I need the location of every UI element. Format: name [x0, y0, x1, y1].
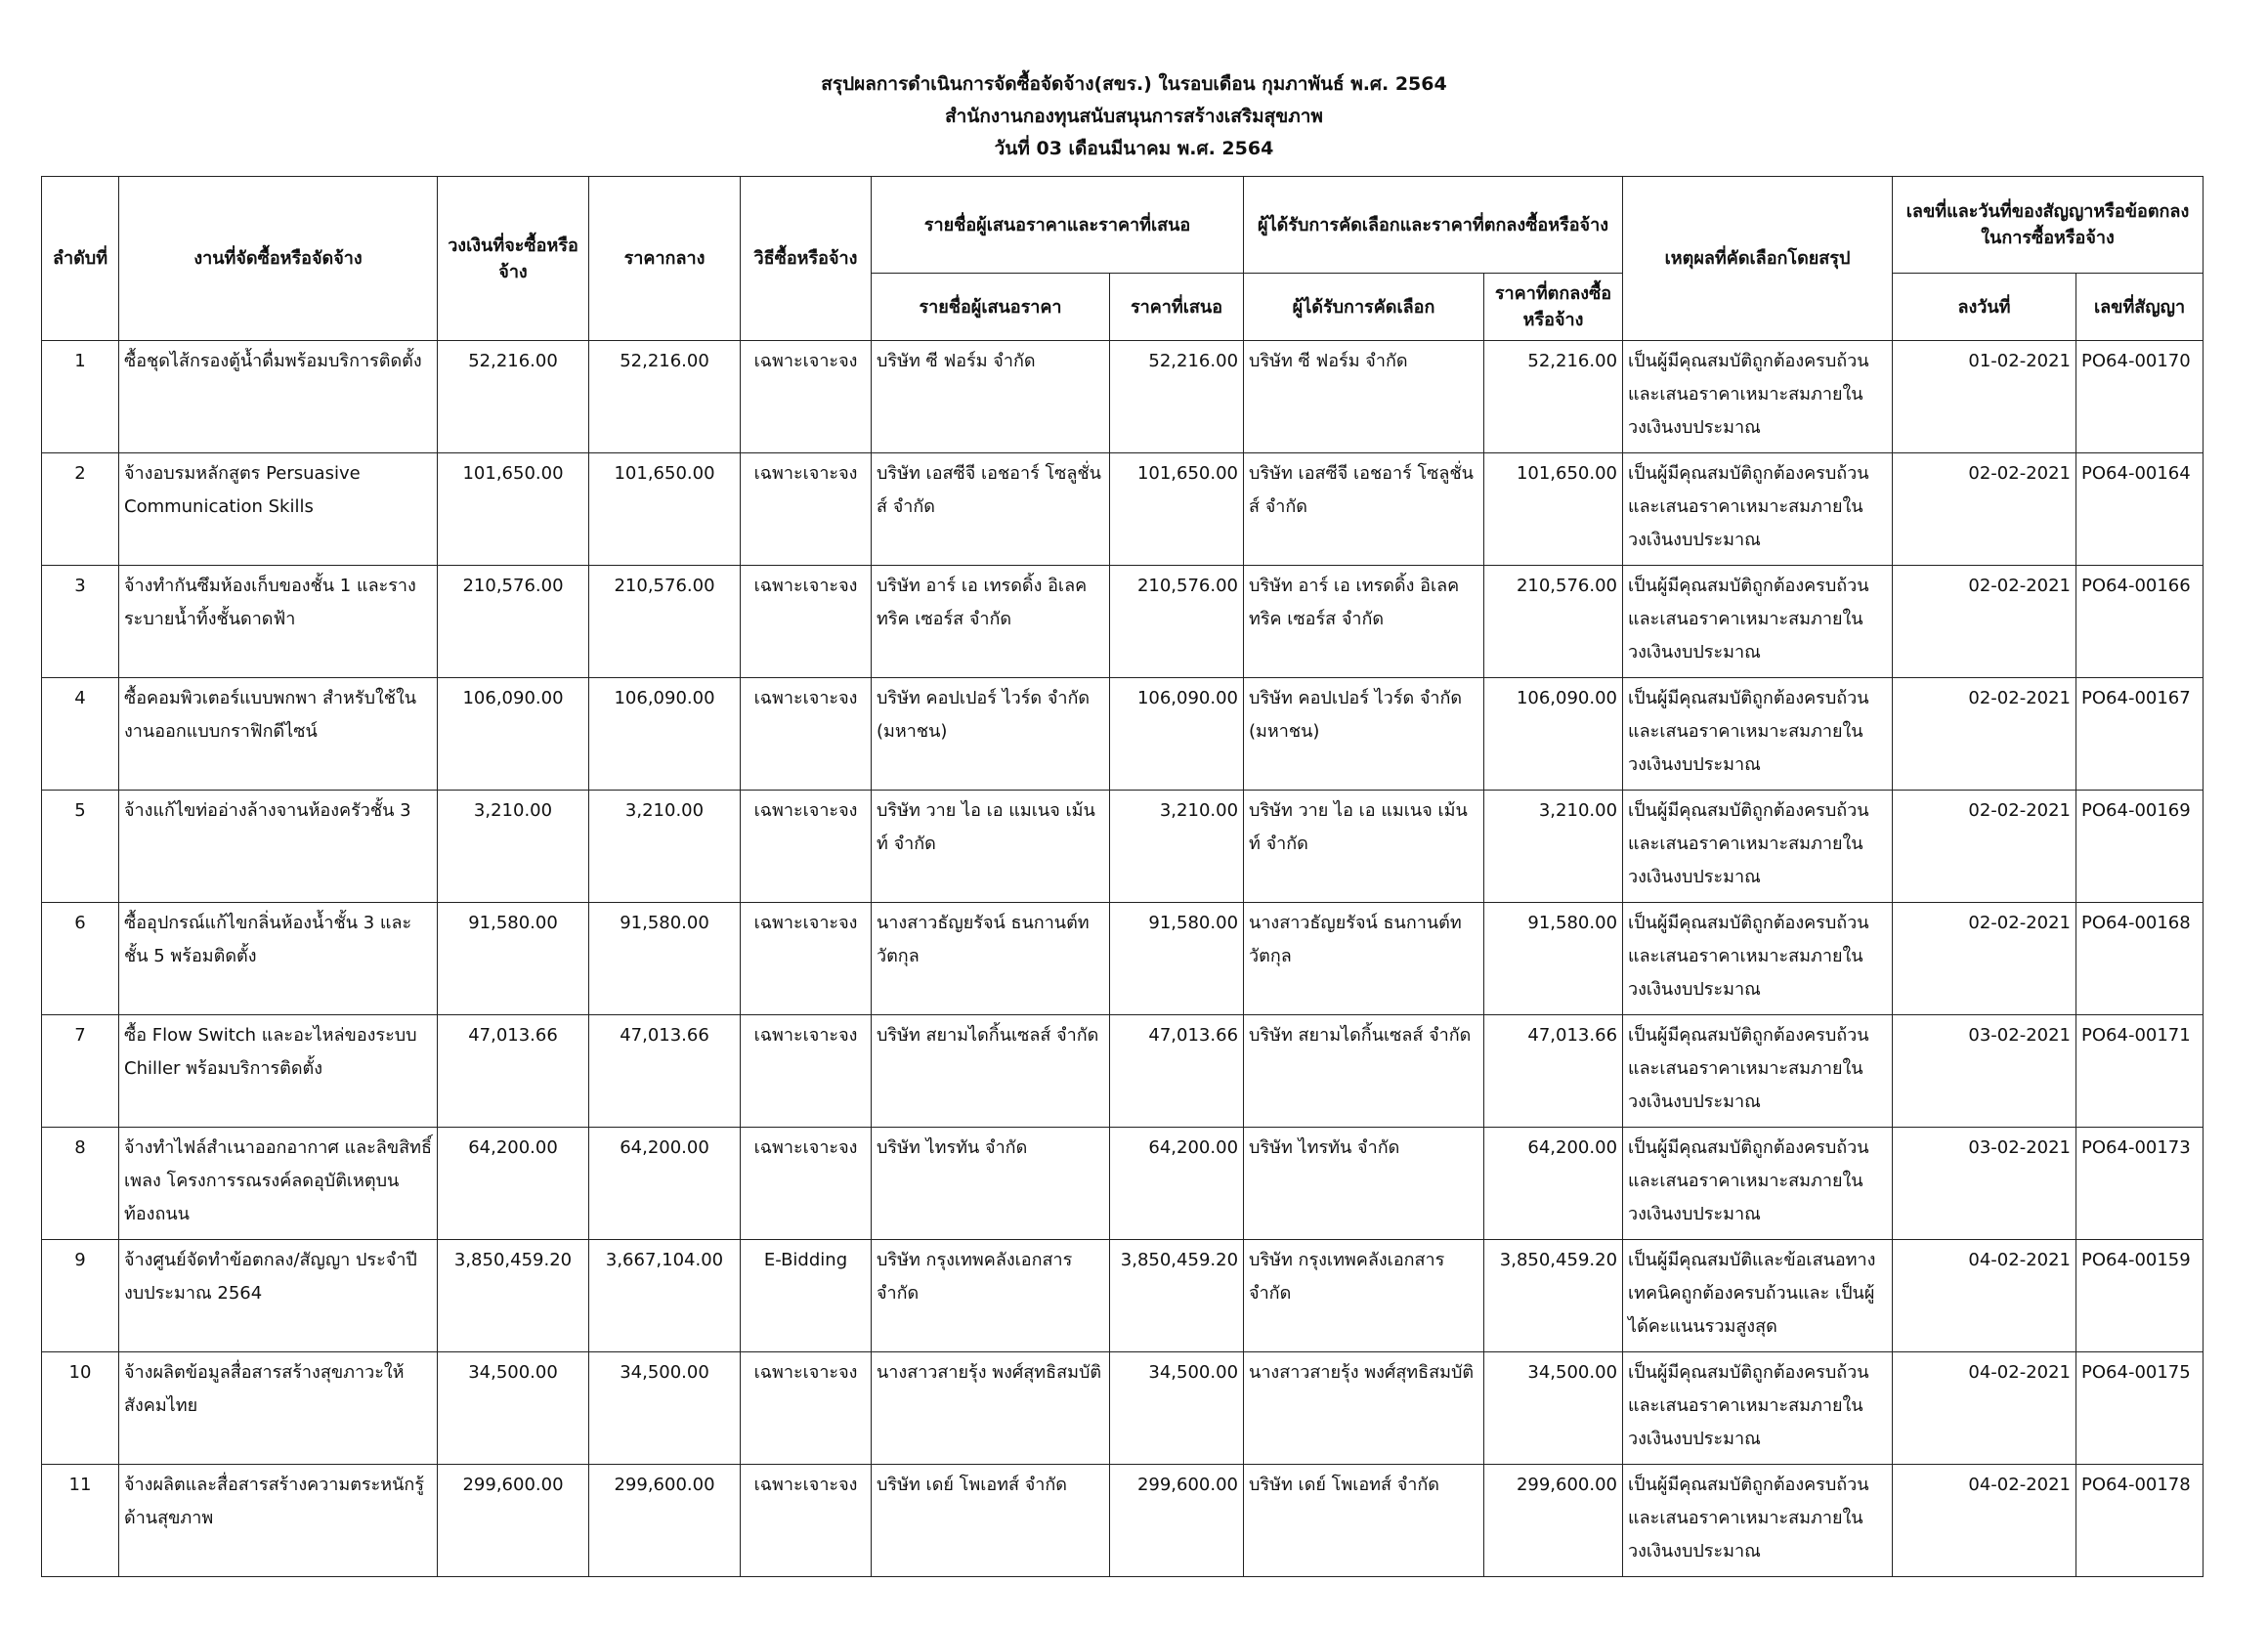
cell-reason: เป็นผู้มีคุณสมบัติถูกต้องครบถ้วน และเสนอราคาเหมาะสมภายใน วงเงินงบประมาณ: [1623, 566, 1893, 678]
cell-agreed-price: 210,576.00: [1484, 566, 1623, 678]
cell-agreed-price: 101,650.00: [1484, 453, 1623, 566]
cell-bid-price: 210,576.00: [1110, 566, 1244, 678]
cell-contract-date: 03-02-2021: [1893, 1015, 2076, 1128]
cell-contract-date: 03-02-2021: [1893, 1128, 2076, 1240]
cell-reason: เป็นผู้มีคุณสมบัติถูกต้องครบถ้วน และเสนอราคาเหมาะสมภายใน วงเงินงบประมาณ: [1623, 1465, 1893, 1577]
cell-median-price: 34,500.00: [589, 1352, 741, 1465]
cell-agreed-price: 52,216.00: [1484, 341, 1623, 453]
cell-median-price: 210,576.00: [589, 566, 741, 678]
document-date: วันที่ 03 เดือนมีนาคม พ.ศ. 2564: [994, 138, 1274, 159]
cell-method: E-Bidding: [741, 1240, 872, 1352]
cell-seq: 8: [42, 1128, 119, 1240]
cell-bid-price: 101,650.00: [1110, 453, 1244, 566]
cell-agreed-price: 91,580.00: [1484, 903, 1623, 1015]
cell-agreed-price: 106,090.00: [1484, 678, 1623, 791]
cell-bid-price: 34,500.00: [1110, 1352, 1244, 1465]
cell-median-price: 91,580.00: [589, 903, 741, 1015]
cell-contract-no: PO64-00169: [2076, 791, 2204, 903]
cell-median-price: 101,650.00: [589, 453, 741, 566]
table-row: [42, 453, 2204, 566]
header-budget: วงเงินที่จะซื้อหรือจ้าง: [438, 177, 589, 341]
cell-budget: 101,650.00: [438, 453, 589, 566]
cell-winner-name: บริษัท กรุงเทพคลังเอกสาร จำกัด: [1244, 1240, 1484, 1352]
table-row: [42, 1352, 2204, 1465]
cell-contract-no: PO64-00178: [2076, 1465, 2204, 1577]
cell-reason: เป็นผู้มีคุณสมบัติถูกต้องครบถ้วน และเสนอราคาเหมาะสมภายใน วงเงินงบประมาณ: [1623, 1015, 1893, 1128]
cell-winner-name: บริษัท ไทรทัน จำกัด: [1244, 1128, 1484, 1240]
cell-bid-price: 3,210.00: [1110, 791, 1244, 903]
cell-bidder-name: นางสาวสายรุ้ง พงศ์สุทธิสมบัติ: [872, 1352, 1110, 1465]
cell-winner-name: บริษัท อาร์ เอ เทรดดิ้ง อิเลคทริค เซอร์ส จำกัด: [1244, 566, 1484, 678]
cell-contract-no: PO64-00170: [2076, 341, 2204, 453]
header-bidder-name: รายชื่อผู้เสนอราคา: [872, 274, 1110, 341]
cell-budget: 299,600.00: [438, 1465, 589, 1577]
header-median-price: ราคากลาง: [589, 177, 741, 341]
cell-agreed-price: 299,600.00: [1484, 1465, 1623, 1577]
header-contract-date: ลงวันที่: [1893, 274, 2076, 341]
cell-method: เฉพาะเจาะจง: [741, 1128, 872, 1240]
cell-method: เฉพาะเจาะจง: [741, 341, 872, 453]
cell-agreed-price: 64,200.00: [1484, 1128, 1623, 1240]
cell-winner-name: บริษัท วาย ไอ เอ แมเนจ เม้นท์ จำกัด: [1244, 791, 1484, 903]
cell-bidder-name: บริษัท วาย ไอ เอ แมเนจ เม้นท์ จำกัด: [872, 791, 1110, 903]
cell-median-price: 3,667,104.00: [589, 1240, 741, 1352]
cell-work: ซื้อชุดไส้กรองตู้น้ำดื่มพร้อมบริการติดตั้ง: [119, 341, 438, 453]
cell-work: จ้างอบรมหลักสูตร Persuasive Communication Skills: [119, 453, 438, 566]
cell-budget: 52,216.00: [438, 341, 589, 453]
cell-seq: 1: [42, 341, 119, 453]
cell-seq: 6: [42, 903, 119, 1015]
cell-method: เฉพาะเจาะจง: [741, 566, 872, 678]
cell-method: เฉพาะเจาะจง: [741, 1015, 872, 1128]
cell-bid-price: 52,216.00: [1110, 341, 1244, 453]
table-row: [42, 341, 2204, 453]
cell-method: เฉพาะเจาะจง: [741, 791, 872, 903]
table-row: [42, 1465, 2204, 1577]
cell-contract-date: 02-02-2021: [1893, 903, 2076, 1015]
cell-seq: 3: [42, 566, 119, 678]
cell-contract-date: 02-02-2021: [1893, 566, 2076, 678]
cell-median-price: 64,200.00: [589, 1128, 741, 1240]
cell-bidder-name: บริษัท ซี ฟอร์ม จำกัด: [872, 341, 1110, 453]
procurement-table: [41, 176, 2204, 1577]
cell-seq: 11: [42, 1465, 119, 1577]
table-body: [42, 341, 2204, 1577]
cell-method: เฉพาะเจาะจง: [741, 678, 872, 791]
cell-seq: 2: [42, 453, 119, 566]
cell-agreed-price: 47,013.66: [1484, 1015, 1623, 1128]
cell-budget: 210,576.00: [438, 566, 589, 678]
cell-contract-no: PO64-00173: [2076, 1128, 2204, 1240]
cell-winner-name: บริษัท เดย์ โพเอทส์ จำกัด: [1244, 1465, 1484, 1577]
cell-reason: เป็นผู้มีคุณสมบัติถูกต้องครบถ้วน และเสนอราคาเหมาะสมภายใน วงเงินงบประมาณ: [1623, 903, 1893, 1015]
table-row: [42, 1015, 2204, 1128]
cell-bidder-name: บริษัท เอสซีจี เอชอาร์ โซลูชั่นส์ จำกัด: [872, 453, 1110, 566]
cell-bid-price: 3,850,459.20: [1110, 1240, 1244, 1352]
cell-winner-name: บริษัท สยามไดกิ้นเซลส์ จำกัด: [1244, 1015, 1484, 1128]
cell-contract-no: PO64-00168: [2076, 903, 2204, 1015]
cell-bidder-name: นางสาวธัญยรัจน์ ธนกานต์ท วัตกุล: [872, 903, 1110, 1015]
cell-method: เฉพาะเจาะจง: [741, 903, 872, 1015]
table-row: [42, 791, 2204, 903]
cell-contract-date: 02-02-2021: [1893, 678, 2076, 791]
header-bidders-group: รายชื่อผู้เสนอราคาและราคาที่เสนอ: [872, 177, 1244, 274]
table-row: [42, 1240, 2204, 1352]
cell-median-price: 106,090.00: [589, 678, 741, 791]
cell-work: จ้างศูนย์จัดทำข้อตกลง/สัญญา ประจำปี งบประมาณ 2564: [119, 1240, 438, 1352]
header-agreed-price: ราคาที่ตกลงซื้อหรือจ้าง: [1484, 274, 1623, 341]
cell-bid-price: 91,580.00: [1110, 903, 1244, 1015]
cell-seq: 10: [42, 1352, 119, 1465]
cell-bidder-name: บริษัท ไทรทัน จำกัด: [872, 1128, 1110, 1240]
cell-agreed-price: 34,500.00: [1484, 1352, 1623, 1465]
cell-work: จ้างแก้ไขท่ออ่างล้างจานห้องครัวชั้น 3: [119, 791, 438, 903]
table-row: [42, 1128, 2204, 1240]
cell-median-price: 299,600.00: [589, 1465, 741, 1577]
cell-contract-no: PO64-00164: [2076, 453, 2204, 566]
cell-contract-date: 02-02-2021: [1893, 791, 2076, 903]
header-reason: เหตุผลที่คัดเลือกโดยสรุป: [1623, 177, 1893, 341]
cell-method: เฉพาะเจาะจง: [741, 1352, 872, 1465]
cell-winner-name: บริษัท คอปเปอร์ ไวร์ด จำกัด (มหาชน): [1244, 678, 1484, 791]
document-header: [0, 68, 2268, 165]
cell-work: จ้างทำไฟล์สำเนาออกอากาศ และลิขสิทธิ์ เพลง โครงการรณรงค์ลดอุบัติเหตุบน ท้องถนน: [119, 1128, 438, 1240]
header-work: งานที่จัดซื้อหรือจัดจ้าง: [119, 177, 438, 341]
header-contract-no: เลขที่สัญญา: [2076, 274, 2204, 341]
cell-agreed-price: 3,210.00: [1484, 791, 1623, 903]
header-method: วิธีซื้อหรือจ้าง: [741, 177, 872, 341]
cell-seq: 9: [42, 1240, 119, 1352]
cell-winner-name: บริษัท เอสซีจี เอชอาร์ โซลูชั่นส์ จำกัด: [1244, 453, 1484, 566]
header-winner-name: ผู้ได้รับการคัดเลือก: [1244, 274, 1484, 341]
cell-reason: เป็นผู้มีคุณสมบัติถูกต้องครบถ้วน และเสนอราคาเหมาะสมภายใน วงเงินงบประมาณ: [1623, 1352, 1893, 1465]
cell-contract-date: 01-02-2021: [1893, 341, 2076, 453]
cell-work: จ้างผลิตและสื่อสารสร้างความตระหนักรู้ ด้านสุขภาพ: [119, 1465, 438, 1577]
cell-winner-name: นางสาวสายรุ้ง พงศ์สุทธิสมบัติ: [1244, 1352, 1484, 1465]
document-title: สรุปผลการดำเนินการจัดซื้อจัดจ้าง(สขร.) ในรอบเดือน กุมภาพันธ์ พ.ศ. 2564: [821, 73, 1447, 95]
cell-reason: เป็นผู้มีคุณสมบัติและข้อเสนอทาง เทคนิคถูกต้องครบถ้วนและ เป็นผู้ได้คะแนนรวมสูงสุด: [1623, 1240, 1893, 1352]
cell-reason: เป็นผู้มีคุณสมบัติถูกต้องครบถ้วน และเสนอราคาเหมาะสมภายใน วงเงินงบประมาณ: [1623, 341, 1893, 453]
cell-contract-no: PO64-00175: [2076, 1352, 2204, 1465]
cell-bid-price: 106,090.00: [1110, 678, 1244, 791]
cell-reason: เป็นผู้มีคุณสมบัติถูกต้องครบถ้วน และเสนอราคาเหมาะสมภายใน วงเงินงบประมาณ: [1623, 791, 1893, 903]
cell-seq: 4: [42, 678, 119, 791]
cell-contract-date: 04-02-2021: [1893, 1465, 2076, 1577]
cell-budget: 106,090.00: [438, 678, 589, 791]
cell-winner-name: บริษัท ซี ฟอร์ม จำกัด: [1244, 341, 1484, 453]
cell-reason: เป็นผู้มีคุณสมบัติถูกต้องครบถ้วน และเสนอราคาเหมาะสมภายใน วงเงินงบประมาณ: [1623, 678, 1893, 791]
cell-reason: เป็นผู้มีคุณสมบัติถูกต้องครบถ้วน และเสนอราคาเหมาะสมภายใน วงเงินงบประมาณ: [1623, 453, 1893, 566]
cell-median-price: 52,216.00: [589, 341, 741, 453]
cell-bidder-name: บริษัท เดย์ โพเอทส์ จำกัด: [872, 1465, 1110, 1577]
cell-contract-no: PO64-00159: [2076, 1240, 2204, 1352]
cell-bid-price: 47,013.66: [1110, 1015, 1244, 1128]
cell-bid-price: 299,600.00: [1110, 1465, 1244, 1577]
table-row: [42, 566, 2204, 678]
cell-bidder-name: บริษัท กรุงเทพคลังเอกสาร จำกัด: [872, 1240, 1110, 1352]
cell-work: ซื้ออุปกรณ์แก้ไขกลิ่นห้องน้ำชั้น 3 และ ชั้น 5 พร้อมติดตั้ง: [119, 903, 438, 1015]
cell-contract-no: PO64-00171: [2076, 1015, 2204, 1128]
cell-winner-name: นางสาวธัญยรัจน์ ธนกานต์ท วัตกุล: [1244, 903, 1484, 1015]
header-seq: ลำดับที่: [42, 177, 119, 341]
cell-work: ซื้อคอมพิวเตอร์แบบพกพา สำหรับใช้ใน งานออกแบบกราฟิกดีไซน์: [119, 678, 438, 791]
cell-contract-date: 04-02-2021: [1893, 1352, 2076, 1465]
cell-reason: เป็นผู้มีคุณสมบัติถูกต้องครบถ้วน และเสนอราคาเหมาะสมภายใน วงเงินงบประมาณ: [1623, 1128, 1893, 1240]
cell-bidder-name: บริษัท สยามไดกิ้นเซลส์ จำกัด: [872, 1015, 1110, 1128]
cell-seq: 5: [42, 791, 119, 903]
cell-budget: 47,013.66: [438, 1015, 589, 1128]
cell-work: ซื้อ Flow Switch และอะไหล่ของระบบ Chiller พร้อมบริการติดตั้ง: [119, 1015, 438, 1128]
table-row: [42, 678, 2204, 791]
cell-budget: 91,580.00: [438, 903, 589, 1015]
cell-contract-no: PO64-00167: [2076, 678, 2204, 791]
cell-seq: 7: [42, 1015, 119, 1128]
cell-budget: 34,500.00: [438, 1352, 589, 1465]
organization-name: สำนักงานกองทุนสนับสนุนการสร้างเสริมสุขภาพ: [945, 106, 1323, 127]
cell-contract-no: PO64-00166: [2076, 566, 2204, 678]
header-bid-price: ราคาที่เสนอ: [1110, 274, 1244, 341]
cell-method: เฉพาะเจาะจง: [741, 453, 872, 566]
cell-method: เฉพาะเจาะจง: [741, 1465, 872, 1577]
cell-bidder-name: บริษัท คอปเปอร์ ไวร์ด จำกัด (มหาชน): [872, 678, 1110, 791]
cell-bid-price: 64,200.00: [1110, 1128, 1244, 1240]
header-contract-group: เลขที่และวันที่ของสัญญาหรือข้อตกลงในการซื้อหรือจ้าง: [1893, 177, 2204, 274]
cell-work: จ้างทำกันซึมห้องเก็บของชั้น 1 และราง ระบายน้ำทิ้งชั้นดาดฟ้า: [119, 566, 438, 678]
header-winner-group: ผู้ได้รับการคัดเลือกและราคาที่ตกลงซื้อหรือจ้าง: [1244, 177, 1623, 274]
cell-bidder-name: บริษัท อาร์ เอ เทรดดิ้ง อิเลคทริค เซอร์ส จำกัด: [872, 566, 1110, 678]
cell-contract-date: 04-02-2021: [1893, 1240, 2076, 1352]
cell-budget: 3,210.00: [438, 791, 589, 903]
cell-budget: 3,850,459.20: [438, 1240, 589, 1352]
cell-median-price: 3,210.00: [589, 791, 741, 903]
cell-budget: 64,200.00: [438, 1128, 589, 1240]
cell-agreed-price: 3,850,459.20: [1484, 1240, 1623, 1352]
cell-contract-date: 02-02-2021: [1893, 453, 2076, 566]
cell-median-price: 47,013.66: [589, 1015, 741, 1128]
cell-work: จ้างผลิตข้อมูลสื่อสารสร้างสุขภาวะให้ สังคมไทย: [119, 1352, 438, 1465]
table-row: [42, 903, 2204, 1015]
